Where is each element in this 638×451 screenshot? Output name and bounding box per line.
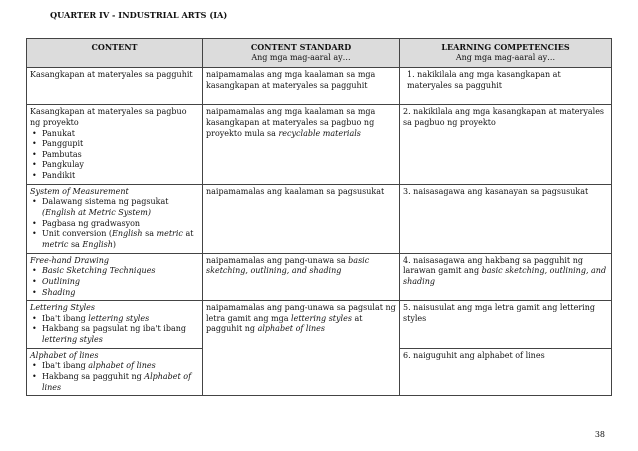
list-item: • Pagbasa ng gradwasyon bbox=[30, 219, 199, 230]
header-content-title: CONTENT bbox=[91, 42, 138, 52]
content-title: Kasangkapan at materyales sa pagbuo ng proyekto bbox=[30, 107, 187, 127]
content-cell bbox=[27, 301, 203, 349]
standard-text: naipamamalas ang pang-unawa sa bbox=[206, 255, 349, 265]
standard-italic: recyclable materials bbox=[278, 128, 361, 138]
header-content bbox=[27, 39, 203, 68]
standard-italic: alphabet of lines bbox=[257, 324, 325, 334]
list-item-italic: lettering styles bbox=[88, 313, 150, 323]
list-item-italic: metric bbox=[156, 229, 183, 239]
content-title: Alphabet of lines bbox=[30, 350, 99, 360]
list-item: • Outlining bbox=[30, 277, 199, 288]
list-item-italic: alphabet of lines bbox=[88, 361, 156, 371]
list-item: • Basic Sketching Techniques bbox=[30, 266, 199, 277]
standard-cell bbox=[203, 105, 400, 184]
content-title: Lettering Styles bbox=[30, 303, 96, 313]
table-row bbox=[27, 301, 612, 349]
content-cell: Kasangkapan at materyales sa pagguhit bbox=[27, 68, 203, 105]
competency-text: 1. nakikilala ang mga kasangkapan at materyales sa pagguhit bbox=[407, 70, 561, 90]
list-item: • Pambutas bbox=[30, 150, 199, 161]
list-item-italic: English bbox=[82, 239, 113, 249]
list-item-italic: lettering styles bbox=[42, 335, 103, 344]
content-cell bbox=[27, 348, 203, 396]
content-list bbox=[30, 129, 199, 182]
list-item bbox=[30, 197, 199, 218]
quarter-heading: QUARTER IV - INDUSTRIAL ARTS (IA) bbox=[50, 10, 228, 20]
header-standard-subtitle: Ang mga mag-aaral ay… bbox=[251, 52, 351, 62]
table-header-row bbox=[27, 39, 612, 68]
table-row bbox=[27, 253, 612, 301]
list-item: • Shading bbox=[30, 288, 199, 299]
content-cell bbox=[27, 184, 203, 253]
standard-cell bbox=[203, 253, 400, 301]
list-item-text: Iba't ibang bbox=[42, 361, 89, 371]
list-item-text: ) bbox=[112, 239, 116, 249]
standard-text: naipamamalas ang pang-unawa sa pagsulat ng letra gamit ang mga bbox=[206, 303, 396, 323]
standard-cell bbox=[203, 301, 400, 396]
table-row bbox=[27, 184, 612, 253]
content-list bbox=[30, 266, 199, 298]
list-item-text: sa bbox=[142, 229, 157, 239]
list-item bbox=[30, 361, 199, 372]
competency-cell: 6. naiguguhit ang alphabet of lines bbox=[400, 348, 612, 396]
list-item bbox=[30, 314, 199, 325]
list-item bbox=[30, 372, 199, 393]
standard-cell: naipamamalas ang mga kaalaman sa mga kasangkapan at materyales sa pagguhit bbox=[203, 68, 400, 105]
list-item: • Panukat bbox=[30, 129, 199, 140]
list-item-text: at bbox=[182, 229, 194, 239]
competency-cell bbox=[400, 68, 612, 105]
list-item-italic: metric bbox=[42, 239, 69, 249]
header-standard-title: CONTENT STANDARD bbox=[250, 42, 352, 52]
header-standard bbox=[203, 39, 400, 68]
competency-text: 4. naisasagawa ang hakbang sa pagguhit ng larawan gamit ang bbox=[403, 255, 583, 276]
standard-text: at pagguhit ng bbox=[206, 313, 363, 334]
page-number: 38 bbox=[594, 430, 605, 439]
list-item: • Panggupit bbox=[30, 139, 199, 150]
competency-cell: 5. naisusulat ang mga letra gamit ang lettering styles bbox=[400, 301, 612, 349]
list-item bbox=[30, 229, 199, 250]
list-item-text: Iba't ibang bbox=[42, 313, 89, 323]
list-item bbox=[30, 324, 199, 345]
list-item: • Pangkulay bbox=[30, 160, 199, 171]
list-item-text: sa bbox=[68, 239, 83, 249]
content-title: System of Measurement bbox=[30, 186, 129, 196]
competency-cell: 3. naisasagawa ang kasanayan sa pagsusukat bbox=[400, 184, 612, 253]
list-item-note: (English at Metric System) bbox=[42, 207, 151, 217]
list-item-text: Unit conversion ( bbox=[42, 229, 113, 239]
list-item-text: Dalawang sistema ng pagsukat bbox=[42, 197, 169, 207]
standard-italic: lettering styles bbox=[291, 313, 352, 323]
list-item-italic: Alphabet of lines bbox=[42, 371, 192, 392]
list-item: • Pandikit bbox=[30, 171, 199, 182]
table-row bbox=[27, 68, 612, 105]
content-title: Free-hand Drawing bbox=[30, 255, 109, 265]
list-item-italic: English bbox=[112, 229, 143, 239]
content-list bbox=[30, 361, 199, 393]
content-cell bbox=[27, 253, 203, 301]
content-list bbox=[30, 197, 199, 250]
standard-cell: naipamamalas ang kaalaman sa pagsusukat bbox=[203, 184, 400, 253]
curriculum-table bbox=[26, 38, 612, 396]
content-list bbox=[30, 314, 199, 346]
list-item-text: Hakbang sa pagguhit ng bbox=[42, 371, 145, 381]
header-competencies bbox=[400, 39, 612, 68]
header-competencies-subtitle: Ang mga mag-aaral ay… bbox=[455, 52, 556, 62]
table-row bbox=[27, 105, 612, 184]
competency-italic: basic sketching, outlining, and shading bbox=[403, 266, 607, 286]
standard-text: naipamamalas ang mga kaalaman sa mga kasangkapan at materyales sa pagbuo ng proyekto mula sa bbox=[206, 107, 376, 138]
competency-cell bbox=[400, 253, 612, 301]
standard-italic: basic sketching, outlining, and shading bbox=[206, 255, 370, 276]
header-competencies-title: LEARNING COMPETENCIES bbox=[441, 42, 570, 52]
content-cell bbox=[27, 105, 203, 184]
competency-cell: 2. nakikilala ang mga kasangkapan at materyales sa pagbuo ng proyekto bbox=[400, 105, 612, 184]
list-item-text: Hakbang sa pagsulat ng iba't ibang bbox=[42, 324, 187, 334]
